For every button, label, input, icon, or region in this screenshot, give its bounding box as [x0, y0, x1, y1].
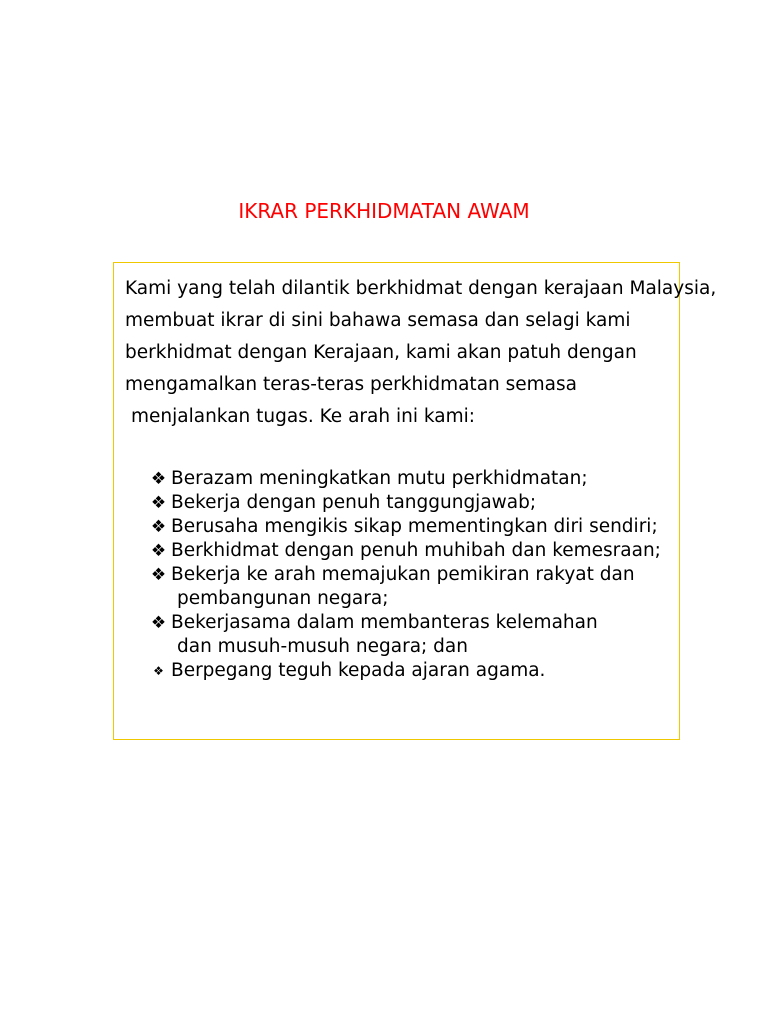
- intro-line: menjalankan tugas. Ke arah ini kami:: [131, 406, 475, 427]
- list-item: [146, 515, 768, 539]
- intro-line: membuat ikrar di sini bahawa semasa dan selagi kami: [125, 310, 631, 331]
- point-text: Berusaha mengikis sikap mementingkan diri sendiri;: [171, 516, 658, 537]
- list-item: [146, 539, 768, 563]
- list-item: [146, 491, 768, 515]
- list-item: [146, 659, 768, 683]
- intro-line: Kami yang telah dilantik berkhidmat dengan kerajaan Malaysia,: [125, 278, 717, 299]
- list-item: [146, 611, 768, 659]
- diamond-bullet-icon: ❖: [150, 493, 167, 513]
- list-item: [146, 467, 768, 491]
- pledge-intro: [125, 273, 768, 433]
- point-text-continuation: pembangunan negara;: [177, 588, 389, 609]
- diamond-bullet-icon: ❖: [150, 469, 167, 489]
- list-item: [146, 563, 768, 611]
- diamond-bullet-icon: ❖: [150, 613, 167, 633]
- intro-line: berkhidmat dengan Kerajaan, kami akan patuh dengan: [125, 342, 637, 363]
- pledge-points-list: [146, 467, 768, 683]
- diamond-bullet-icon: ❖: [150, 541, 167, 561]
- point-text: Berazam meningkatkan mutu perkhidmatan;: [171, 468, 588, 489]
- diamond-bullet-icon: ❖: [150, 565, 167, 585]
- point-text: Bekerja ke arah memajukan pemikiran rakyat dan: [171, 564, 635, 585]
- pledge-title: IKRAR PERKHIDMATAN AWAM: [238, 199, 530, 223]
- point-text-continuation: dan musuh-musuh negara; dan: [177, 636, 468, 657]
- intro-line: mengamalkan teras-teras perkhidmatan semasa: [125, 374, 577, 395]
- point-text: Bekerja dengan penuh tanggungjawab;: [171, 492, 537, 513]
- diamond-bullet-icon: ❖: [153, 664, 164, 678]
- point-text: Berkhidmat dengan penuh muhibah dan kemesraan;: [171, 540, 661, 561]
- point-text: Bekerjasama dalam membanteras kelemahan: [171, 612, 598, 633]
- diamond-bullet-icon: ❖: [150, 517, 167, 537]
- point-text: Berpegang teguh kepada ajaran agama.: [171, 660, 546, 681]
